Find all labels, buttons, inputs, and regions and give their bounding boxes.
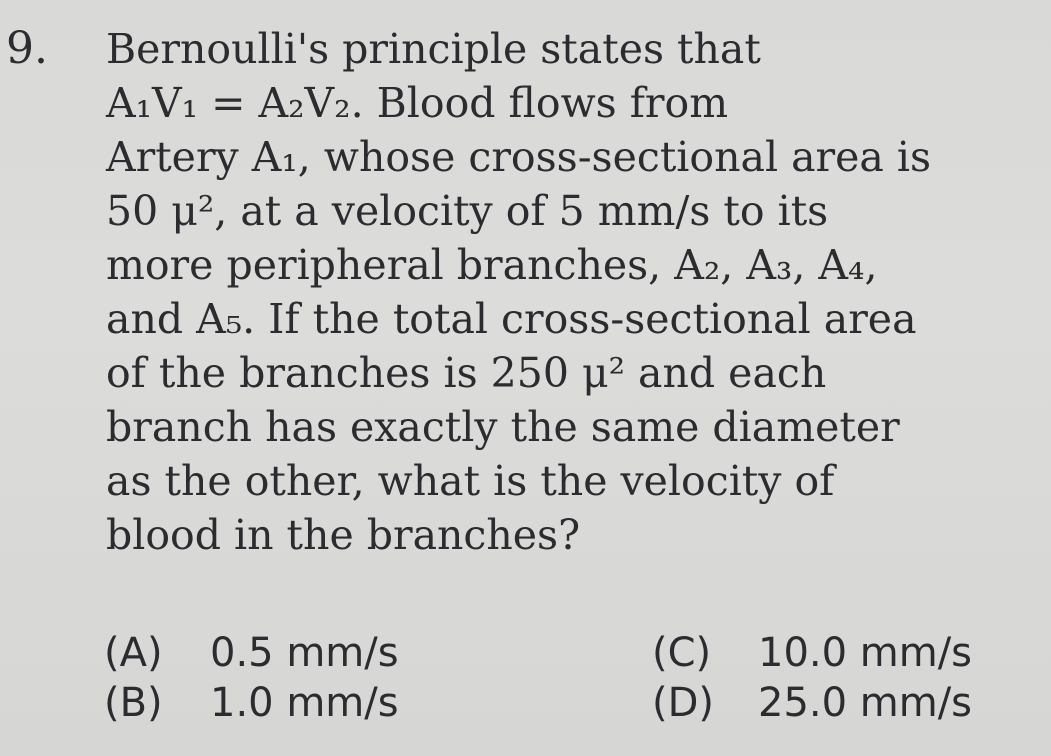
question-line: more peripheral branches, A₂, A₃, A₄,: [106, 241, 878, 289]
question-line: A₁V₁ = A₂V₂. Blood flows from: [106, 79, 729, 127]
choice-a[interactable]: [104, 628, 399, 678]
question-line: and A₅. If the total cross-sectional area: [106, 295, 917, 343]
answer-choices: [0, 628, 1051, 738]
question-line: of the branches is 250 μ² and each: [106, 349, 827, 397]
choice-text: 25.0 mm/s: [758, 680, 973, 726]
choice-text: 0.5 mm/s: [210, 630, 399, 676]
choice-text: 1.0 mm/s: [210, 680, 399, 726]
question-text: [106, 22, 1046, 562]
question-line: as the other, what is the velocity of: [106, 457, 835, 505]
question-line: branch has exactly the same diameter: [106, 403, 900, 451]
choice-c[interactable]: [652, 628, 972, 678]
question-line: 50 μ², at a velocity of 5 mm/s to its: [106, 187, 829, 235]
choice-letter: (C): [652, 630, 712, 676]
choice-b[interactable]: [104, 678, 399, 728]
choice-letter: (B): [104, 680, 163, 726]
question-line: Bernoulli's principle states that: [106, 25, 761, 73]
question-number: 9.: [6, 23, 48, 74]
question-line: Artery A₁, whose cross-sectional area is: [106, 133, 932, 181]
choice-d[interactable]: [652, 678, 972, 728]
choice-letter: (A): [104, 630, 163, 676]
choice-text: 10.0 mm/s: [758, 630, 973, 676]
choice-letter: (D): [652, 680, 715, 726]
question-line: blood in the branches?: [106, 511, 581, 559]
